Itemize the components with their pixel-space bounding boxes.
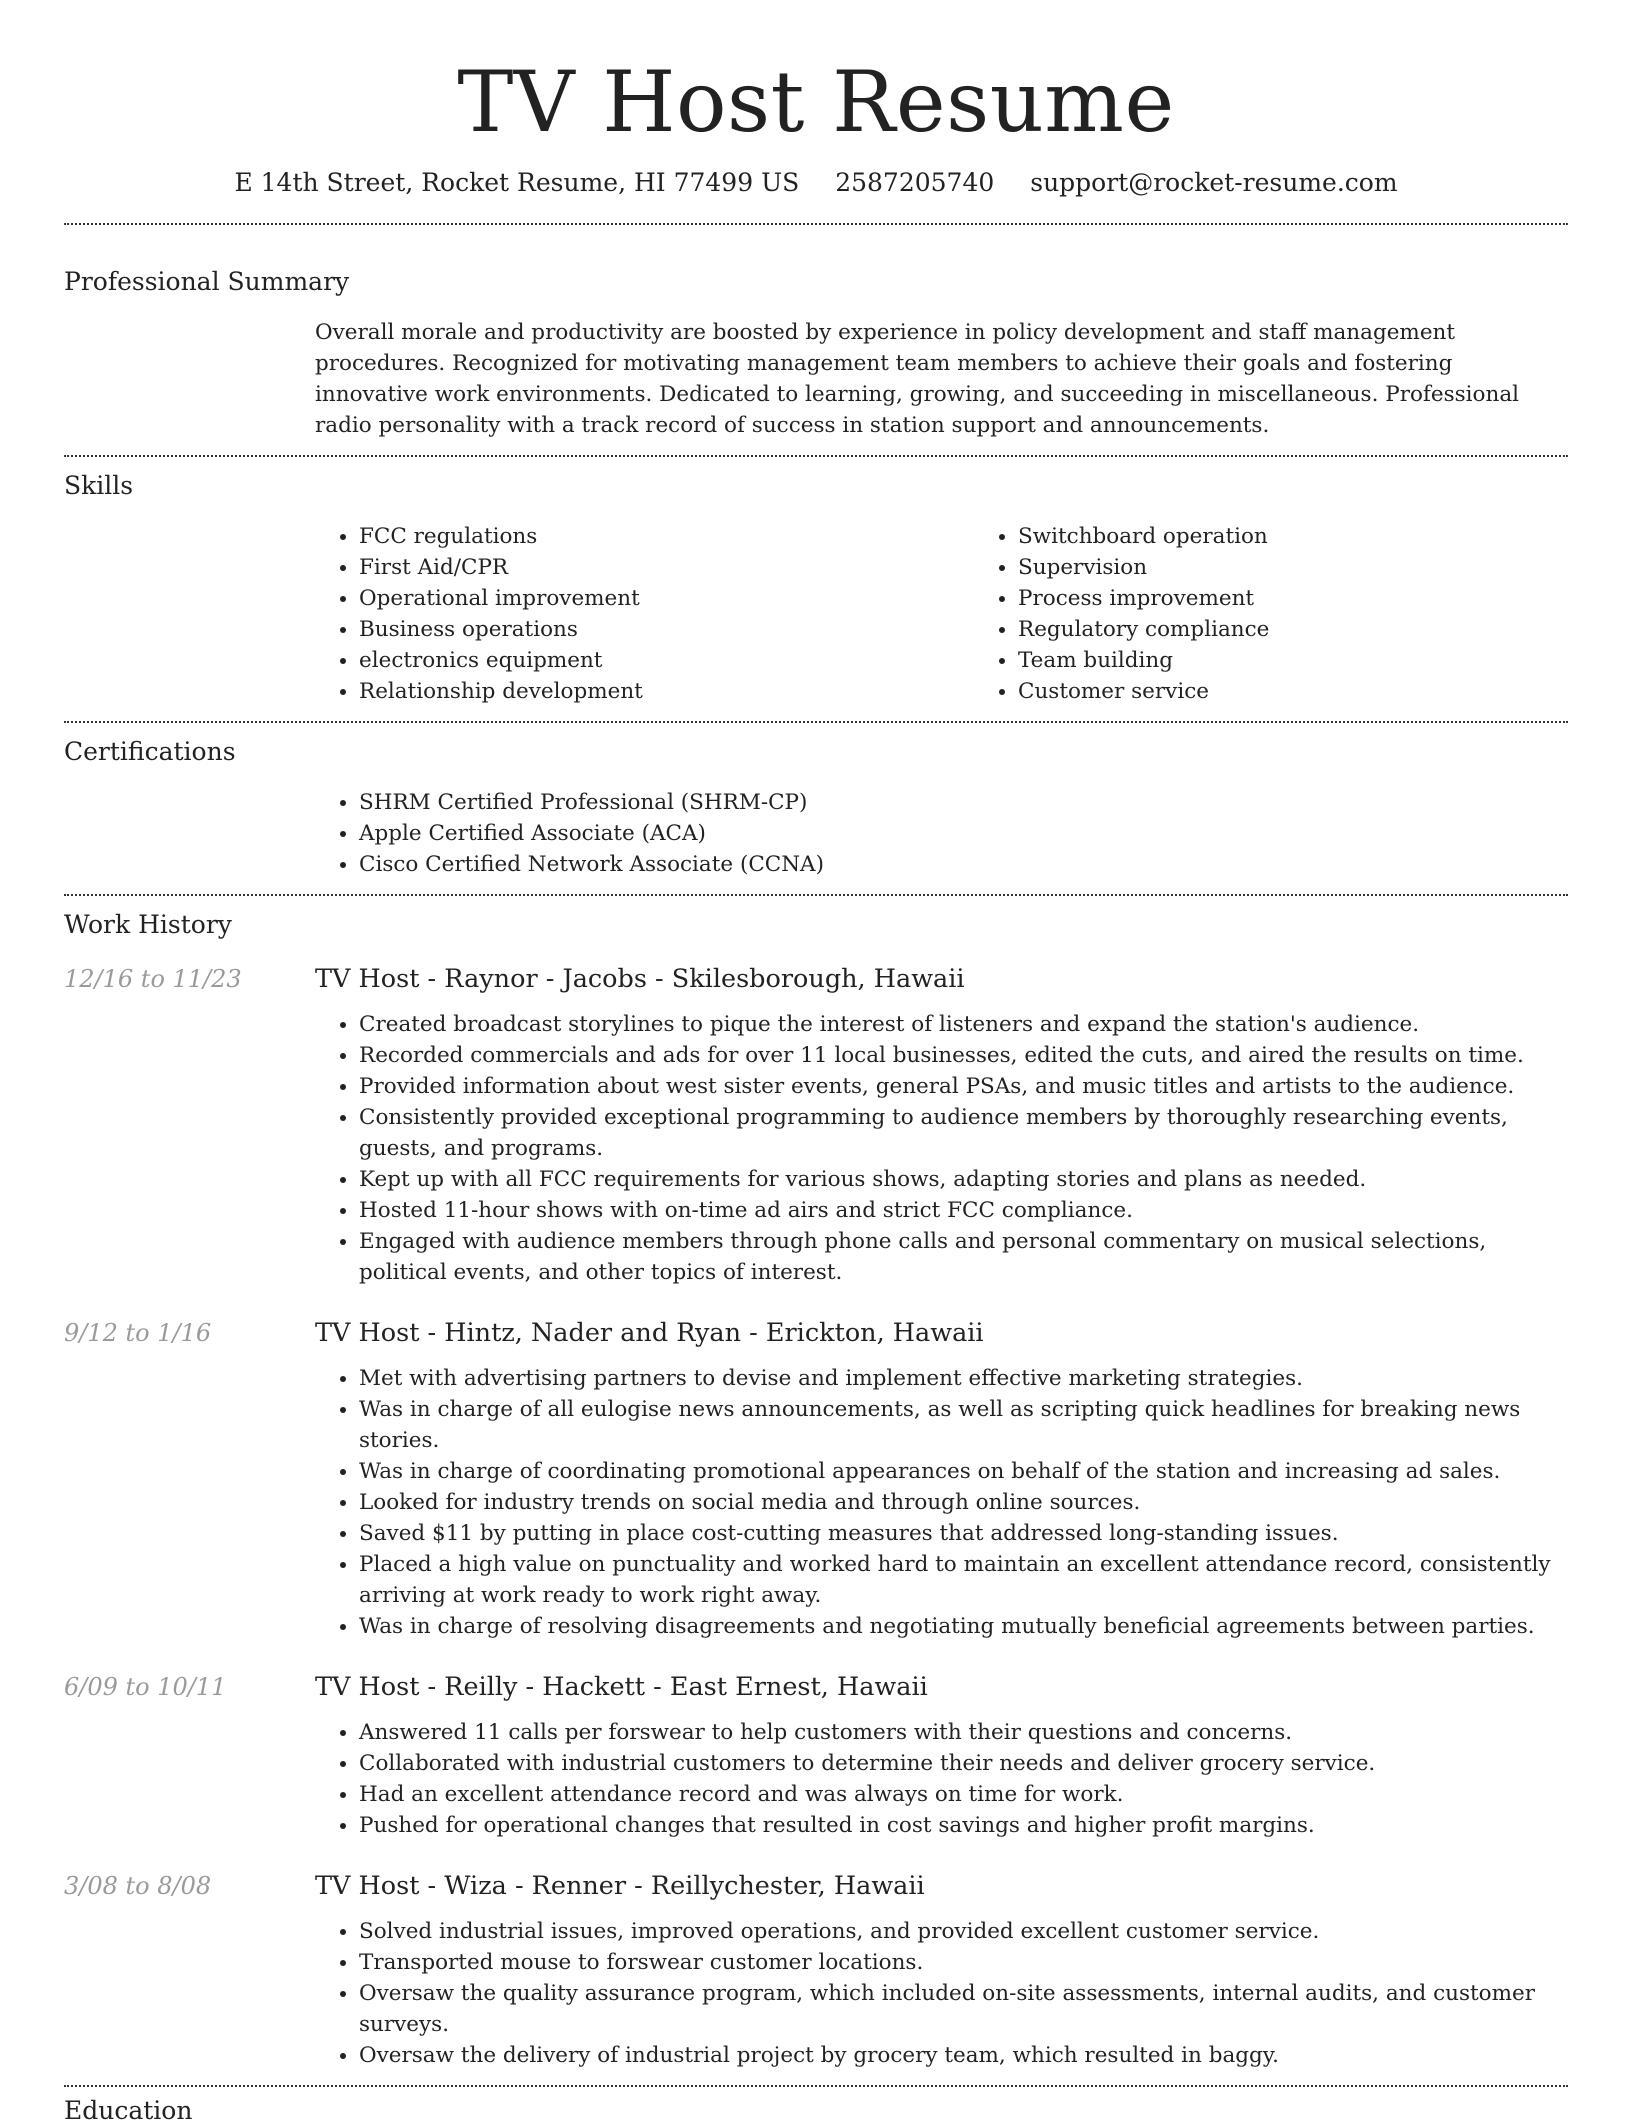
job-bullet: • Was in charge of coordinating promotional appearances on behalf of the station and increasing ad sales. [359, 1456, 1568, 1487]
job-bullet: • Pushed for operational changes that resulted in cost savings and higher profit margins. [359, 1810, 1568, 1841]
skill-item: • Relationship development [359, 676, 974, 707]
resume-title: TV Host Resume [457, 53, 1175, 151]
job-entry [64, 1869, 1568, 2085]
certifications-body [315, 787, 1568, 894]
certification-item: • SHRM Certified Professional (SHRM-CP) [359, 787, 1568, 818]
skill-item: • Customer service [1018, 676, 1632, 707]
skill-item: • Process improvement [1018, 583, 1632, 614]
job-bullet: • Kept up with all FCC requirements for various shows, adapting stories and plans as needed. [359, 1164, 1568, 1195]
job-dates: 12/16 to 11/23 [64, 965, 242, 994]
education-heading: Education [64, 2096, 193, 2126]
certifications-heading: Certifications [64, 737, 236, 767]
skill-item: • Regulatory compliance [1018, 614, 1632, 645]
job-title: TV Host - Hintz, Nader and Ryan - Erickton, Hawaii [315, 1318, 984, 1349]
certifications-section [64, 723, 1568, 894]
certifications-list [315, 787, 1568, 880]
job-bullet: • Was in charge of resolving disagreements and negotiating mutually beneficial agreements between parties. [359, 1611, 1568, 1642]
job-bullet: • Transported mouse to forswear customer locations. [359, 1947, 1568, 1978]
contact-address: E 14th Street, Rocket Resume, HI 77499 US [234, 167, 800, 197]
skill-item: • Supervision [1018, 552, 1632, 583]
job-bullet: • Placed a high value on punctuality and worked hard to maintain an excellent attendance record, consistently arriving at work ready to work right away. [359, 1549, 1568, 1611]
job-entry [64, 962, 1568, 1288]
job-bullets [315, 1363, 1568, 1642]
summary-section [64, 225, 1568, 455]
skills-list-right [974, 521, 1632, 707]
summary-text: Overall morale and productivity are boosted by experience in policy development and staff management procedures. Recognized for motivating management team members to achieve their goals and fostering innovative work environments. Dedicated to learning, growing, and succeeding in miscellaneous. Professional radio personality with a track record of success in station support and announcements. [315, 320, 1520, 439]
work-history-section [64, 896, 1568, 2085]
skill-item: • electronics equipment [359, 645, 974, 676]
job-entry [64, 1670, 1568, 1841]
job-bullet: • Was in charge of all eulogise news announcements, as well as scripting quick headlines for breaking news stories. [359, 1394, 1568, 1456]
job-bullet: • Provided information about west sister events, general PSAs, and music titles and artists to the audience. [359, 1071, 1568, 1102]
job-bullet: • Consistently provided exceptional programming to audience members by thoroughly researching events, guests, and programs. [359, 1102, 1568, 1164]
job-bullet: • Answered 11 calls per forswear to help customers with their questions and concerns. [359, 1717, 1568, 1748]
job-entry [64, 1316, 1568, 1642]
skill-item: • Operational improvement [359, 583, 974, 614]
work-history-heading: Work History [64, 910, 232, 940]
skills-heading: Skills [64, 471, 134, 501]
certification-item: • Apple Certified Associate (ACA) [359, 818, 1568, 849]
job-bullet: • Oversaw the delivery of industrial project by grocery team, which resulted in baggy. [359, 2040, 1568, 2071]
job-bullet: • Engaged with audience members through phone calls and personal commentary on musical selections, political events, and other topics of interest. [359, 1226, 1568, 1288]
job-dates: 6/09 to 10/11 [64, 1673, 227, 1702]
job-bullet: • Collaborated with industrial customers to determine their needs and deliver grocery service. [359, 1748, 1568, 1779]
job-bullets [315, 1916, 1568, 2071]
job-bullet: • Looked for industry trends on social media and through online sources. [359, 1487, 1568, 1518]
skill-item: • Switchboard operation [1018, 521, 1632, 552]
resume-page [64, 0, 1568, 2128]
skills-list-left [315, 521, 974, 707]
summary-body [315, 317, 1568, 455]
job-bullet: • Created broadcast storylines to pique the interest of listeners and expand the station's audience. [359, 1009, 1568, 1040]
job-bullet: • Had an excellent attendance record and was always on time for work. [359, 1779, 1568, 1810]
job-dates: 3/08 to 8/08 [64, 1872, 212, 1901]
job-bullets [315, 1009, 1568, 1288]
skills-grid [315, 521, 1568, 721]
job-bullet: • Recorded commercials and ads for over 11 local businesses, edited the cuts, and aired the results on time. [359, 1040, 1568, 1071]
job-bullet: • Hosted 11-hour shows with on-time ad airs and strict FCC compliance. [359, 1195, 1568, 1226]
skill-item: • Team building [1018, 645, 1632, 676]
job-bullet: • Met with advertising partners to devise and implement effective marketing strategies. [359, 1363, 1568, 1394]
job-bullet: • Oversaw the quality assurance program, which included on-site assessments, internal audits, and customer surveys. [359, 1978, 1568, 2040]
job-dates: 9/12 to 1/16 [64, 1319, 212, 1348]
job-bullets [315, 1717, 1568, 1841]
summary-heading: Professional Summary [64, 267, 350, 297]
skill-item: • Business operations [359, 614, 974, 645]
job-title: TV Host - Raynor - Jacobs - Skilesborough, Hawaii [315, 964, 965, 995]
contact-email[interactable]: support@rocket-resume.com [1030, 167, 1398, 197]
contact-phone: 2587205740 [835, 167, 995, 197]
job-bullet: • Solved industrial issues, improved operations, and provided excellent customer service. [359, 1916, 1568, 1947]
skill-item: • First Aid/CPR [359, 552, 974, 583]
skill-item: • FCC regulations [359, 521, 974, 552]
education-section [64, 2087, 1568, 2128]
contact-line [64, 167, 1568, 200]
job-bullet: • Saved $11 by putting in place cost-cutting measures that addressed long-standing issues. [359, 1518, 1568, 1549]
skills-section [64, 457, 1568, 721]
certification-item: • Cisco Certified Network Associate (CCNA) [359, 849, 1568, 880]
job-title: TV Host - Reilly - Hackett - East Ernest, Hawaii [315, 1672, 928, 1703]
job-title: TV Host - Wiza - Renner - Reillychester, Hawaii [315, 1871, 925, 1902]
